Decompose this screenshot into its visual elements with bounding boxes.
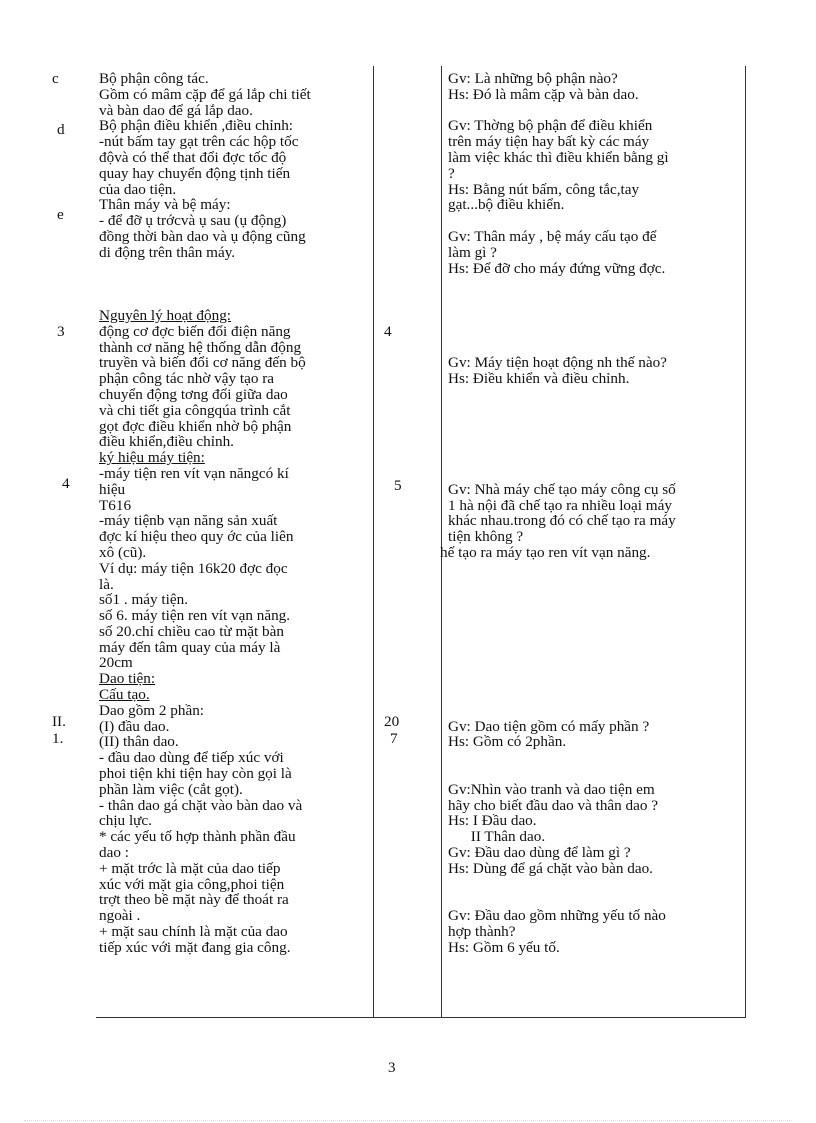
content-line: 20cm <box>99 654 133 672</box>
activity-line: Gv: Dao tiện gồm có mấy phần ? <box>448 717 650 735</box>
label: c <box>52 70 59 87</box>
table-bottom-border <box>96 1017 746 1018</box>
content-line: - thân dao gá chặt vào bàn dao và <box>99 796 303 814</box>
content-line: phận công tác nhờ vậy tạo ra <box>99 370 275 388</box>
content-line: - đầu dao dùng để tiếp xúc với <box>99 749 284 767</box>
table-right-border <box>745 66 746 1018</box>
content-line: Dao gồm 2 phần: <box>99 701 205 719</box>
activity-line: Hs: Bằng nút bấm, công tắc,tay <box>448 180 640 198</box>
content-line: (II) thân dao. <box>99 733 179 751</box>
page-footer-divider <box>24 1120 792 1121</box>
activity-line: Gv: Máy tiện hoạt động nh thế nào? <box>448 354 667 372</box>
content-line: Bộ phận điều khiển ,điều chỉnh: <box>99 117 294 135</box>
activity-line: Gv: Đầu dao dùng để làm gì ? <box>448 844 631 862</box>
content-line: (I) đầu dao. <box>99 717 170 735</box>
content-line: -nút bấm tay gạt trên các hộp tốc <box>99 133 299 151</box>
activity-line: khác nhau.trong đó có chế tạo ra máy <box>448 512 676 530</box>
content-line: phoi tiện khi tiện hay còn gọi là <box>99 765 292 783</box>
activity-line: Gv: Đầu dao gồm những yếu tố nào <box>448 907 666 925</box>
content-line: chịu lực. <box>99 812 152 830</box>
time-value: 20 <box>384 713 400 730</box>
content-line: -máy tiệnb vạn năng sản xuất <box>99 512 278 530</box>
activity-line: II Thân dao. <box>448 828 546 846</box>
content-line: - để đỡ ụ trớcvà ụ sau (ụ động) <box>99 212 287 230</box>
content-line: xúc với mặt gia công,phoi tiện <box>99 875 285 893</box>
content-line: hiệu <box>99 480 126 498</box>
label: 4 <box>62 475 70 492</box>
content-line: + mặt sau chính là mặt của dao <box>99 923 288 941</box>
section-heading: Cấu tạo. <box>99 686 150 704</box>
content-line: Ví dụ: máy tiện 16k20 đợc đọc <box>99 559 288 577</box>
content-line: máy đến tâm quay của máy là <box>99 638 281 656</box>
activity-line: tiện không ? <box>448 528 524 546</box>
label: 1. <box>52 730 64 747</box>
content-line: truyền và biến đổi cơ năng đến bộ <box>99 354 306 372</box>
activity-line: Hs: Để đỡ cho máy đứng vững đợc. <box>448 259 666 277</box>
activity-line: ? <box>448 164 455 182</box>
label: d <box>57 121 65 138</box>
content-line: điều khiển,điều chỉnh. <box>99 433 234 451</box>
activity-line: Hs: Đó là mâm cặp và bàn dao. <box>448 85 639 103</box>
content-line: đồng thời bàn dao và ụ động cũng <box>99 227 306 245</box>
content-line: tiếp xúc với mặt đang gia công. <box>99 938 291 956</box>
activity-line: Gv: Là những bộ phận nào? <box>448 70 618 87</box>
content-line: đợc kí hiệu theo quy ớc của liên <box>99 528 294 546</box>
activity-line: gạt...bộ điều khiển. <box>448 196 565 214</box>
content-line: độvà có thể that đổi đợc tốc độ <box>99 148 287 166</box>
activity-line: làm việc khác thì điều khiển bằng gì <box>448 148 669 166</box>
activity-line: Hs: I Đầu dao. <box>448 812 537 830</box>
activity-column <box>440 70 742 956</box>
section-heading: ký hiệu máy tiện: <box>99 449 205 467</box>
content-line: quay hay chuyển động tịnh tiến <box>99 164 291 182</box>
time-value: 7 <box>390 730 398 747</box>
activity-line: trên máy tiện hay bất kỳ các máy <box>448 133 650 151</box>
content-line: số1 . máy tiện. <box>99 591 189 609</box>
content-line: + mặt trớc là mặt của dao tiếp <box>99 859 281 877</box>
content-line: phần làm việc (cắt gọt). <box>99 780 243 798</box>
section-heading: Nguyên lý hoạt động: <box>99 306 232 324</box>
activity-line: Hs: Dùng để gá chặt vào bàn dao. <box>448 859 653 877</box>
content-line: và chi tiết gia côngqúa trình cắt <box>99 401 291 419</box>
content-line: xô (cũ). <box>99 543 147 561</box>
time-value: 4 <box>384 323 392 340</box>
content-line: chuyển động tơng đối giữa dao <box>99 385 288 403</box>
content-line: -máy tiện ren vít vạn năngcó kí <box>99 464 289 482</box>
content-line: Thân máy và bệ máy: <box>99 196 231 214</box>
content-line: di động trên thân máy. <box>99 243 236 261</box>
activity-line: làm gì ? <box>448 243 497 261</box>
section-heading: Dao tiện: <box>99 670 156 688</box>
label: 3 <box>57 323 65 340</box>
content-column <box>99 71 369 956</box>
activity-line: Hs: Điều khiển và điều chỉnh. <box>448 370 630 388</box>
content-line: và bàn dao để gá lắp dao. <box>99 101 253 119</box>
label: e <box>57 206 64 223</box>
activity-line: hế tạo ra máy tạo ren vít vạn năng. <box>440 543 651 561</box>
content-line: dao : <box>99 844 129 862</box>
column-divider <box>373 66 374 1018</box>
activity-line: Hs: Gồm 6 yếu tố. <box>448 938 560 956</box>
content-line: động cơ đợc biến đổi điện năng <box>99 322 291 340</box>
activity-line: Gv: Thân máy , bệ máy cấu tạo để <box>448 227 657 245</box>
activity-line: hợp thành? <box>448 923 516 941</box>
activity-line: Gv: Thờng bộ phận để điều khiển <box>448 117 653 135</box>
activity-line: Gv:Nhìn vào tranh và dao tiện em <box>448 780 655 798</box>
content-line: * các yếu tố hợp thành phần đầu <box>99 828 296 846</box>
content-line: số 6. máy tiện ren vít vạn năng. <box>99 607 291 625</box>
activity-line: Gv: Nhà máy chế tạo máy công cụ số <box>448 480 676 498</box>
content-line: của dao tiện. <box>99 180 177 198</box>
activity-line: 1 hà nội đã chế tạo ra nhiều loại máy <box>448 496 672 514</box>
content-line: thành cơ năng hệ thống dẫn động <box>99 338 302 356</box>
page-number: 3 <box>388 1060 396 1076</box>
content-line: Bộ phận công tác. <box>99 70 209 87</box>
content-line: là. <box>99 575 114 593</box>
label: II. <box>52 713 66 730</box>
time-value: 5 <box>394 477 402 494</box>
content-line: số 20.chỉ chiều cao từ mặt bàn <box>99 622 284 640</box>
content-line: Gồm có mâm cặp để gá lắp chi tiết <box>99 85 311 103</box>
content-line: trợt theo bề mặt này để thoát ra <box>99 891 289 909</box>
content-line: gọt đợc điều khiển nhờ bộ phận <box>99 417 292 435</box>
activity-line: Hs: Gồm có 2phần. <box>448 733 567 751</box>
activity-line: hãy cho biết đầu dao và thân dao ? <box>448 796 659 814</box>
column-divider <box>441 66 442 1018</box>
content-line: T616 <box>99 496 132 514</box>
content-line: ngoài . <box>99 907 141 925</box>
